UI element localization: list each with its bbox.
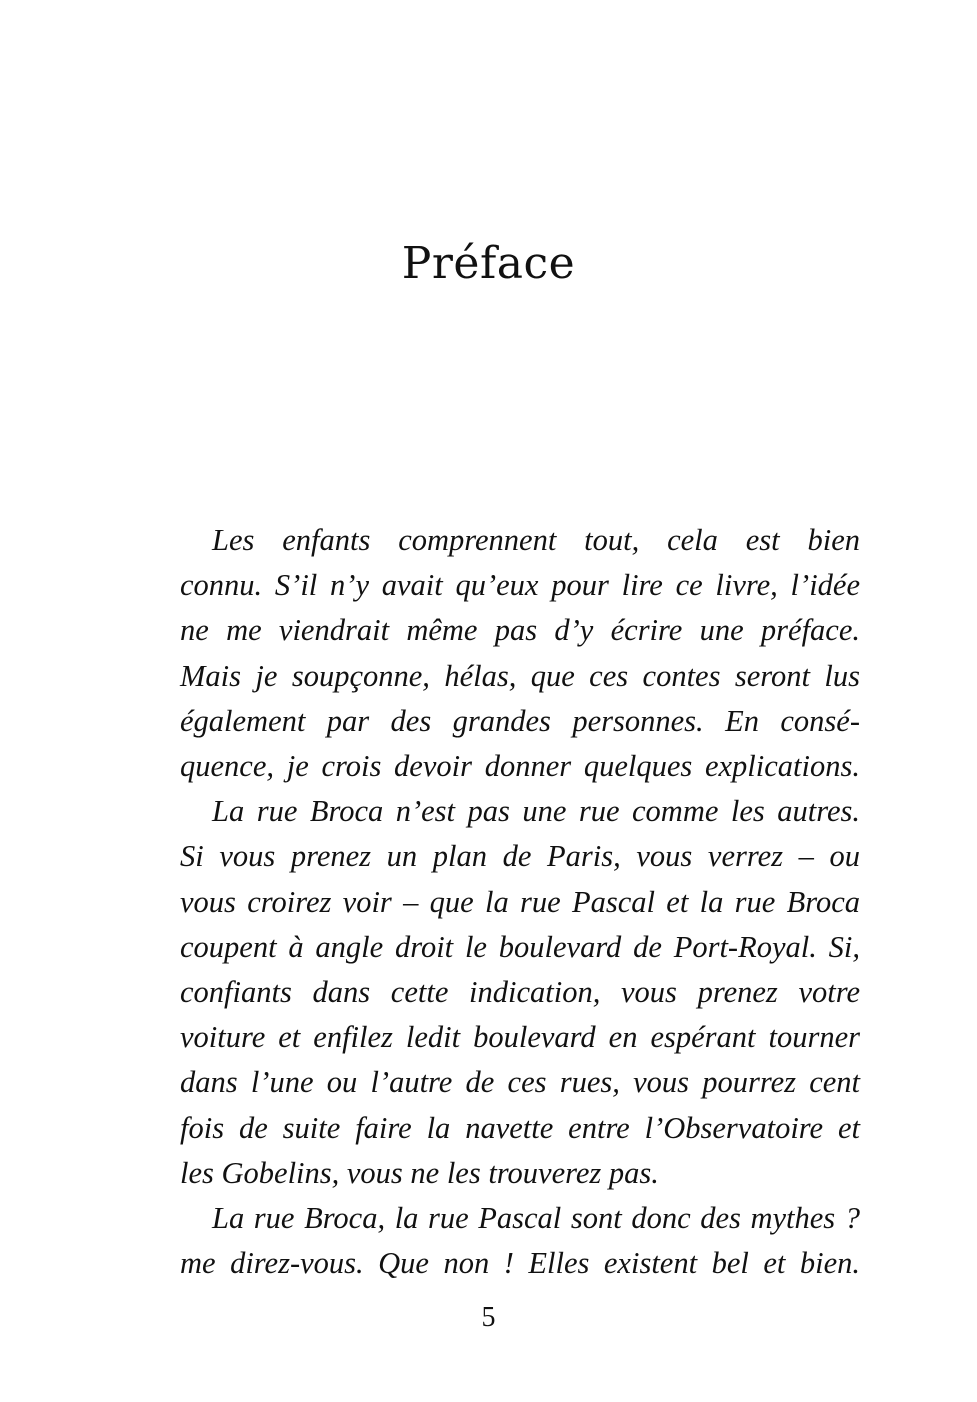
text-line: également par des grandes personnes. En consé-	[180, 703, 860, 738]
text-line: quence, je crois devoir donner quelques explications.	[180, 749, 860, 784]
text-line: coupent à angle droit le boulevard de Port-Royal. Si,	[180, 929, 860, 964]
text-line: me direz-vous. Que non ! Elles existent bel et bien.	[180, 1246, 860, 1281]
text-line: confiants dans cette indication, vous prenez votre	[180, 975, 860, 1010]
text-line: vous croirez voir – que la rue Pascal et la rue Broca	[180, 884, 860, 919]
text-line: Mais je soupçonne, hélas, que ces contes seront lus	[180, 658, 860, 693]
preface-body	[148, 518, 860, 1286]
text-line: La rue Broca, la rue Pascal sont donc des mythes ?	[212, 1201, 860, 1236]
text-line: les Gobelins, vous ne les trouverez pas.	[180, 1155, 659, 1190]
text-line: fois de suite faire la navette entre l’Observatoire et	[180, 1110, 860, 1145]
text-line: Les enfants comprennent tout, cela est bien	[212, 523, 860, 557]
paragraph-2	[148, 789, 860, 1196]
text-line: Si vous prenez un plan de Paris, vous verrez – ou	[180, 839, 860, 874]
text-line: connu. S’il n’y avait qu’eux pour lire ce livre, l’idée	[180, 568, 860, 603]
text-line: ne me viendrait même pas d’y écrire une préface.	[180, 613, 860, 648]
text-line: dans l’une ou l’autre de ces rues, vous pourrez cent	[180, 1065, 860, 1100]
paragraph-1	[148, 518, 860, 789]
text-line: voiture et enfilez ledit boulevard en espérant tourner	[180, 1020, 860, 1055]
page-number: 5	[481, 1302, 496, 1333]
page-title: Préface	[401, 238, 576, 289]
paragraph-3	[148, 1196, 860, 1286]
text-line: La rue Broca n’est pas une rue comme les autres.	[212, 794, 860, 829]
